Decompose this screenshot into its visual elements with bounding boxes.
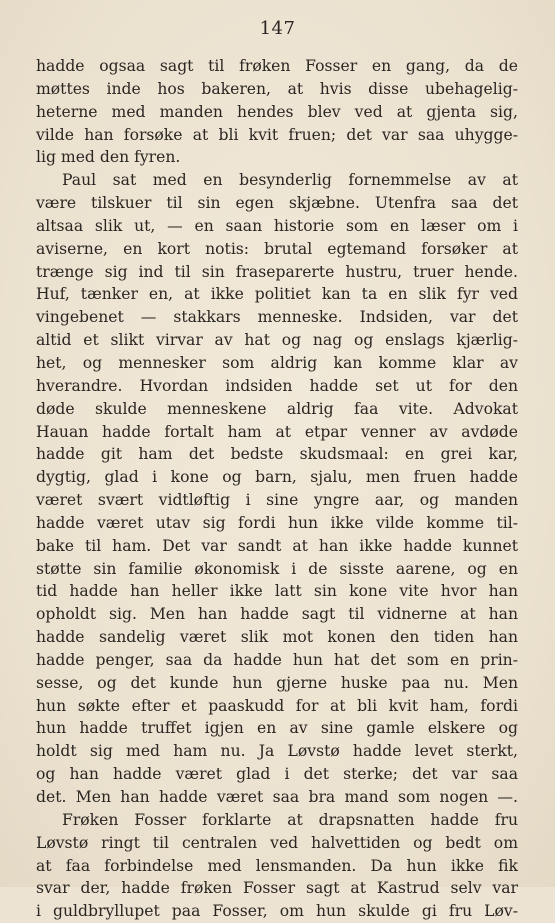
text-line: Løvstø ringt til centralen ved halvettiden og bedt om: [36, 833, 518, 852]
text-line: hadde ogsaa sagt til frøken Fosser en gang, da de: [36, 57, 518, 75]
text-line: hverandre. Hvordan indsiden hadde set ut for den: [36, 376, 518, 395]
text-line: het, og mennesker som aldrig kan komme klar av: [36, 353, 518, 372]
text-line: døde skulde menneskene aldrig faa vite. Advokat: [36, 399, 518, 418]
text-line: Frøken Fosser forklarte at drapsnatten hadde fru: [62, 810, 518, 829]
body-text: [36, 55, 518, 923]
text-line: Huf, tænker en, at ikke politiet kan ta en slik fyr ved: [36, 285, 518, 304]
text-line: hadde git ham det bedste skudsmaal: en grei kar,: [36, 445, 518, 464]
text-line: hadde sandelig været slik mot konen den tiden han: [36, 628, 518, 647]
text-line: vingebenet — stakkars menneske. Indsiden, var det: [36, 308, 518, 327]
text-line: og han hadde været glad i det sterke; det var saa: [36, 765, 518, 784]
text-line: i guldbryllupet paa Fosser, om hun skulde gi fru Løv-: [36, 902, 518, 921]
text-line: sesse, og det kunde hun gjerne huske paa nu. Men: [36, 673, 518, 692]
text-line: være tilskuer til sin egen skjæbne. Utenfra saa det: [36, 194, 518, 213]
text-line: Hauan hadde fortalt ham at etpar venner av avdøde: [36, 422, 518, 441]
text-line: at faa forbindelse med lensmanden. Da hun ikke fik: [36, 856, 518, 875]
text-line: opholdt sig. Men han hadde sagt til vidnerne at han: [36, 605, 518, 624]
text-line: tid hadde han heller ikke latt sin kone vite hvor han: [36, 582, 518, 601]
text-line: trænge sig ind til sin fraseparerte hustru, truer hende.: [36, 262, 518, 281]
page-number: 147: [259, 18, 296, 39]
text-line: hun søkte efter et paaskudd for at bli kvit ham, fordi: [36, 696, 518, 715]
text-line: det. Men han hadde været saa bra mand som nogen —.: [36, 788, 518, 806]
text-line: hadde penger, saa da hadde hun hat det som en prin-: [36, 650, 518, 669]
text-line: aviserne, en kort notis: brutal egtemand forsøker at: [36, 239, 518, 258]
text-line: bake til ham. Det var sandt at han ikke hadde kunnet: [36, 536, 518, 555]
text-line: altid et slikt virvar av hat og nag og enslags kjærlig-: [36, 331, 518, 350]
text-line: hun hadde truffet igjen en av sine gamle elskere og: [36, 719, 518, 738]
text-line: dygtig, glad i kone og barn, sjalu, men fruen hadde: [36, 468, 518, 487]
text-line: altsaa slik ut, — en saan historie som en læser om i: [36, 216, 518, 235]
text-line: vilde han forsøke at bli kvit fruen; det var saa uhygge-: [36, 125, 518, 144]
text-line: Paul sat med en besynderlig fornemmelse av at: [62, 171, 518, 190]
text-line: støtte sin familie økonomisk i de sisste aarene, og en: [36, 559, 518, 578]
text-line: hadde været utav sig fordi hun ikke vilde komme til-: [36, 513, 518, 532]
text-line: været svært vidtløftig i sine yngre aar, og manden: [36, 491, 518, 510]
text-line: heterne med manden hendes blev ved at gjenta sig,: [36, 102, 518, 121]
text-line: møttes inde hos bakeren, at hvis disse ubehagelig-: [36, 79, 518, 98]
text-line: svar der, hadde frøken Fosser sagt at Kastrud selv var: [36, 879, 518, 898]
text-line: holdt sig med ham nu. Ja Løvstø hadde levet sterkt,: [36, 742, 518, 761]
text-line: lig med den fyren.: [36, 148, 181, 167]
